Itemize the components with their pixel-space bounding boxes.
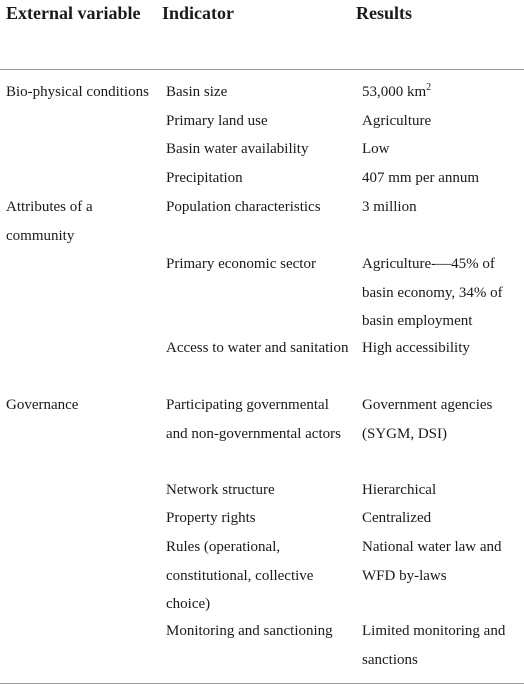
row-3-indicator: Precipitation <box>166 170 243 186</box>
row-11-indicator: Monitoring and sanctioning <box>166 623 333 639</box>
table-bottom-rule <box>0 683 524 684</box>
row-6-result: High accessibility <box>362 340 470 356</box>
row-1-result: Agriculture <box>362 113 432 129</box>
row-0-result-text: 53,000 km <box>362 84 427 100</box>
row-10-indicator: Rules (operational, constitutional, collective choice) <box>166 539 314 613</box>
row-7-variable: Governance <box>6 397 79 413</box>
row-5-result: Agriculture-—45% of basin economy, 34% of basin employment <box>362 256 503 330</box>
row-4-result: 3 million <box>362 199 417 215</box>
row-0-result <box>362 78 520 107</box>
row-9-indicator: Property rights <box>166 510 256 526</box>
row-0-variable: Bio-physical conditions <box>6 84 149 100</box>
row-7-result: Government agencies (SYGM, DSI) <box>362 397 493 442</box>
row-0-result-superscript: 2 <box>426 82 432 93</box>
row-0-indicator: Basin size <box>166 84 228 100</box>
header-results: Results <box>356 3 413 23</box>
row-5-indicator: Primary economic sector <box>166 256 316 272</box>
row-8-result: Hierarchical <box>362 482 437 498</box>
row-2-result: Low <box>362 141 390 157</box>
row-2-indicator: Basin water availability <box>166 141 309 157</box>
row-1-indicator: Primary land use <box>166 113 268 129</box>
row-6-indicator: Access to water and sanitation <box>166 340 349 356</box>
row-8-indicator: Network structure <box>166 482 275 498</box>
header-external-variable: External variable <box>6 3 141 23</box>
header-divider <box>0 69 524 70</box>
row-3-result: 407 mm per annum <box>362 170 480 186</box>
row-11-result: Limited monitoring and sanctions <box>362 623 506 668</box>
row-4-indicator: Population characteristics <box>166 199 321 215</box>
row-10-result: National water law and WFD by-laws <box>362 539 502 584</box>
row-7-indicator: Participating governmental and non-governmental actors <box>166 397 341 442</box>
row-9-result: Centralized <box>362 510 432 526</box>
header-indicator: Indicator <box>162 3 234 23</box>
row-4-variable: Attributes of a community <box>6 199 93 244</box>
